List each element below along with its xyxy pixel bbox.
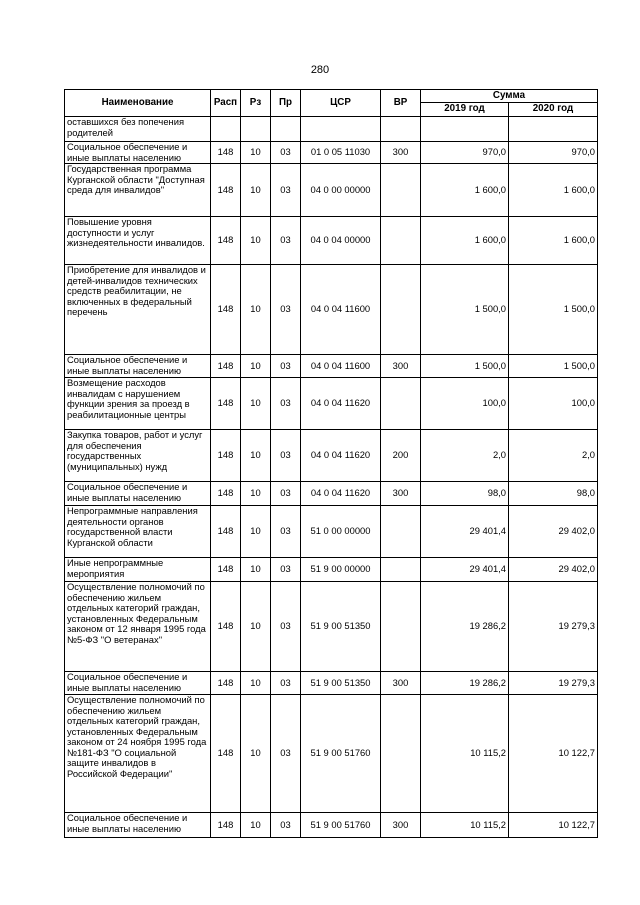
row-sum-2020: 19 279,3 <box>509 582 598 672</box>
row-rz: 10 <box>241 378 271 430</box>
row-vr: 300 <box>381 355 421 378</box>
row-csr: 51 9 00 51350 <box>301 672 381 695</box>
row-sum-2019: 19 286,2 <box>421 672 509 695</box>
row-rz: 10 <box>241 558 271 582</box>
table-row <box>65 217 598 265</box>
row-csr: 04 0 04 11620 <box>301 482 381 506</box>
row-sum-2019: 1 500,0 <box>421 355 509 378</box>
table-row <box>65 430 598 482</box>
row-name: Социальное обеспечение и иные выплаты населению <box>65 672 211 695</box>
page-number: 280 <box>310 64 330 76</box>
row-pr: 03 <box>271 482 301 506</box>
table-row <box>65 558 598 582</box>
row-pr: 03 <box>271 265 301 355</box>
row-sum-2020: 10 122,7 <box>509 813 598 838</box>
row-csr <box>301 117 381 142</box>
row-pr: 03 <box>271 430 301 482</box>
row-rasp: 148 <box>211 695 241 813</box>
row-rasp: 148 <box>211 164 241 217</box>
row-pr: 03 <box>271 355 301 378</box>
row-pr: 03 <box>271 378 301 430</box>
row-rz: 10 <box>241 506 271 558</box>
header-rz: Рз <box>241 90 271 117</box>
row-pr: 03 <box>271 217 301 265</box>
row-pr <box>271 117 301 142</box>
table-row <box>65 695 598 813</box>
row-sum-2019: 29 401,4 <box>421 506 509 558</box>
row-csr: 04 0 04 11600 <box>301 265 381 355</box>
row-csr: 04 0 04 11600 <box>301 355 381 378</box>
row-sum-2019 <box>421 117 509 142</box>
row-sum-2020: 970,0 <box>509 142 598 164</box>
table-row <box>65 117 598 142</box>
row-sum-2019: 1 600,0 <box>421 164 509 217</box>
row-sum-2020: 1 600,0 <box>509 164 598 217</box>
row-name: Осуществление полномочий по обеспечению жильем отдельных категорий граждан, установленных Федеральным законом от 12 января 1995 года №5-ФЗ "О ветеранах" <box>65 582 211 672</box>
row-name: Иные непрограммные мероприятия <box>65 558 211 582</box>
row-pr: 03 <box>271 558 301 582</box>
row-pr: 03 <box>271 164 301 217</box>
row-rasp: 148 <box>211 378 241 430</box>
row-sum-2019: 10 115,2 <box>421 695 509 813</box>
header-sum: Сумма <box>421 90 598 103</box>
table-row <box>65 142 598 164</box>
row-csr: 51 0 00 00000 <box>301 506 381 558</box>
row-vr <box>381 117 421 142</box>
row-csr: 51 9 00 51760 <box>301 695 381 813</box>
row-name: Закупка товаров, работ и услуг для обеспечения государственных (муниципальных) нужд <box>65 430 211 482</box>
row-csr: 04 0 04 11620 <box>301 430 381 482</box>
budget-table <box>64 89 598 838</box>
row-name: Повышение уровня доступности и услуг жизнедеятельности инвалидов. <box>65 217 211 265</box>
row-rasp <box>211 117 241 142</box>
row-rz: 10 <box>241 217 271 265</box>
row-rz: 10 <box>241 695 271 813</box>
row-name: Социальное обеспечение и иные выплаты населению <box>65 355 211 378</box>
row-rasp: 148 <box>211 582 241 672</box>
row-pr: 03 <box>271 582 301 672</box>
row-sum-2020 <box>509 117 598 142</box>
row-csr: 51 9 00 00000 <box>301 558 381 582</box>
row-name: Социальное обеспечение и иные выплаты населению <box>65 482 211 506</box>
row-vr <box>381 217 421 265</box>
row-vr <box>381 378 421 430</box>
table-row <box>65 164 598 217</box>
row-vr <box>381 506 421 558</box>
row-sum-2019: 970,0 <box>421 142 509 164</box>
table-row <box>65 672 598 695</box>
row-sum-2020: 19 279,3 <box>509 672 598 695</box>
row-rz <box>241 117 271 142</box>
row-vr: 300 <box>381 142 421 164</box>
row-rz: 10 <box>241 142 271 164</box>
row-rasp: 148 <box>211 265 241 355</box>
row-sum-2020: 1 500,0 <box>509 265 598 355</box>
row-name: Непрограммные направления деятельности органов государственной власти Курганской области <box>65 506 211 558</box>
row-sum-2020: 29 402,0 <box>509 558 598 582</box>
row-rz: 10 <box>241 482 271 506</box>
row-name: Приобретение для инвалидов и детей-инвалидов технических средств реабилитации, не включенных в федеральный перечень <box>65 265 211 355</box>
row-sum-2020: 2,0 <box>509 430 598 482</box>
table-row <box>65 506 598 558</box>
table-row <box>65 265 598 355</box>
row-vr <box>381 558 421 582</box>
row-sum-2019: 1 600,0 <box>421 217 509 265</box>
row-vr: 300 <box>381 813 421 838</box>
row-sum-2020: 1 500,0 <box>509 355 598 378</box>
row-rasp: 148 <box>211 506 241 558</box>
table-row <box>65 482 598 506</box>
row-sum-2020: 29 402,0 <box>509 506 598 558</box>
row-vr <box>381 265 421 355</box>
row-rasp: 148 <box>211 813 241 838</box>
row-sum-2020: 1 600,0 <box>509 217 598 265</box>
row-name: Государственная программа Курганской области "Доступная среда для инвалидов" <box>65 164 211 217</box>
row-pr: 03 <box>271 695 301 813</box>
row-sum-2019: 10 115,2 <box>421 813 509 838</box>
row-rz: 10 <box>241 582 271 672</box>
row-vr: 300 <box>381 482 421 506</box>
row-rz: 10 <box>241 265 271 355</box>
row-sum-2019: 100,0 <box>421 378 509 430</box>
row-sum-2020: 98,0 <box>509 482 598 506</box>
row-sum-2019: 98,0 <box>421 482 509 506</box>
header-vr: ВР <box>381 90 421 117</box>
row-vr: 200 <box>381 430 421 482</box>
row-rz: 10 <box>241 355 271 378</box>
row-csr: 04 0 04 00000 <box>301 217 381 265</box>
row-vr <box>381 695 421 813</box>
row-pr: 03 <box>271 672 301 695</box>
row-vr: 300 <box>381 672 421 695</box>
header-rasp: Расп <box>211 90 241 117</box>
row-vr <box>381 164 421 217</box>
row-sum-2019: 19 286,2 <box>421 582 509 672</box>
row-csr: 04 0 00 00000 <box>301 164 381 217</box>
row-sum-2020: 100,0 <box>509 378 598 430</box>
row-sum-2019: 29 401,4 <box>421 558 509 582</box>
header-name: Наименование <box>65 90 211 117</box>
table-row <box>65 813 598 838</box>
row-rasp: 148 <box>211 672 241 695</box>
row-csr: 51 9 00 51760 <box>301 813 381 838</box>
table-row <box>65 355 598 378</box>
row-csr: 04 0 04 11620 <box>301 378 381 430</box>
header-2019: 2019 год <box>421 103 509 117</box>
row-name: Социальное обеспечение и иные выплаты населению <box>65 813 211 838</box>
table-row <box>65 378 598 430</box>
row-csr: 01 0 05 11030 <box>301 142 381 164</box>
row-name: Возмещение расходов инвалидам с нарушением функции зрения за проезд в реабилитационные центры <box>65 378 211 430</box>
header-pr: Пр <box>271 90 301 117</box>
row-rz: 10 <box>241 672 271 695</box>
row-vr <box>381 582 421 672</box>
header-csr: ЦСР <box>301 90 381 117</box>
row-rz: 10 <box>241 813 271 838</box>
row-rz: 10 <box>241 164 271 217</box>
header-2020: 2020 год <box>509 103 598 117</box>
row-pr: 03 <box>271 142 301 164</box>
row-sum-2019: 1 500,0 <box>421 265 509 355</box>
row-rasp: 148 <box>211 482 241 506</box>
row-pr: 03 <box>271 813 301 838</box>
row-rasp: 148 <box>211 355 241 378</box>
row-rasp: 148 <box>211 217 241 265</box>
row-name: Осуществление полномочий по обеспечению жильем отдельных категорий граждан, установленных Федеральным законом от 24 ноября 1995 года №181-ФЗ "О социальной защите инвалидов в Российской Федерации" <box>65 695 211 813</box>
row-sum-2020: 10 122,7 <box>509 695 598 813</box>
row-csr: 51 9 00 51350 <box>301 582 381 672</box>
row-name: Социальное обеспечение и иные выплаты населению <box>65 142 211 164</box>
row-sum-2019: 2,0 <box>421 430 509 482</box>
table-row <box>65 582 598 672</box>
row-rasp: 148 <box>211 430 241 482</box>
row-rasp: 148 <box>211 142 241 164</box>
row-rasp: 148 <box>211 558 241 582</box>
row-name: оставшихся без попечения родителей <box>65 117 211 142</box>
row-rz: 10 <box>241 430 271 482</box>
row-pr: 03 <box>271 506 301 558</box>
